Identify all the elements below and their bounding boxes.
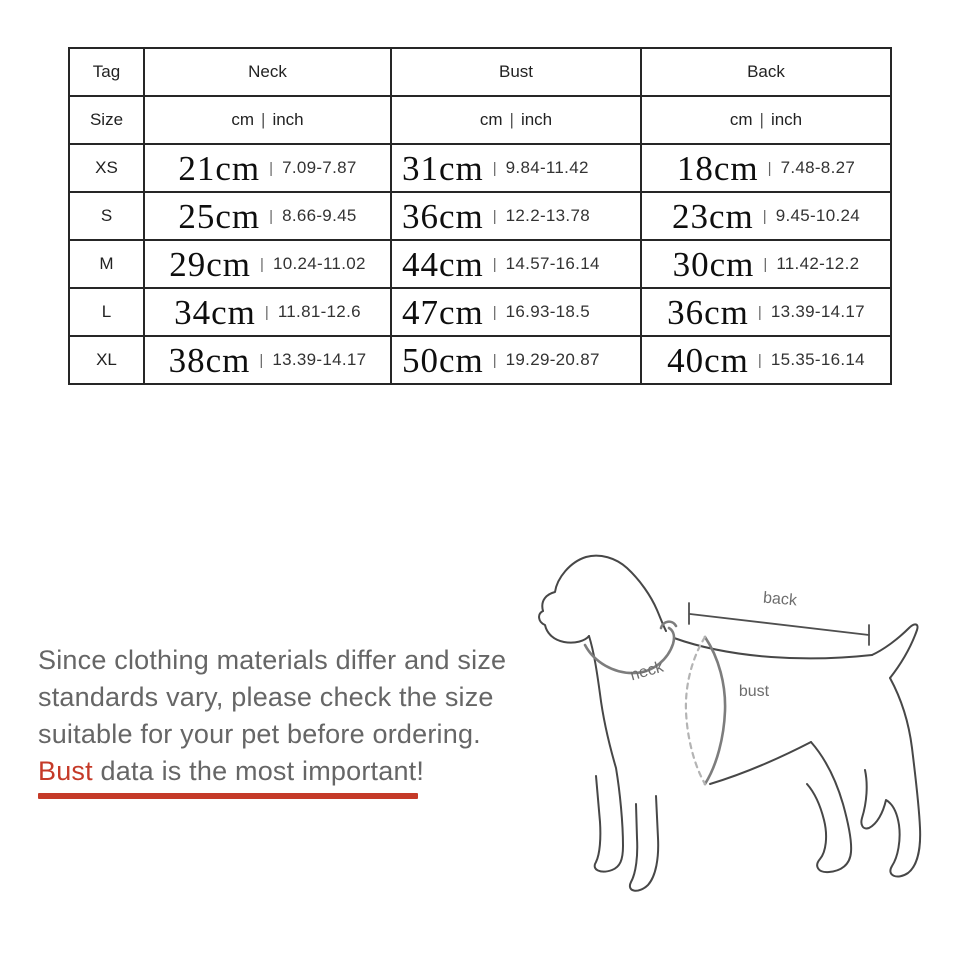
size-cell: XL [69, 336, 144, 384]
back-inch-range: 13.39-14.17 [770, 302, 865, 321]
bust-cm-value: 36cm [402, 196, 484, 236]
size-cell: S [69, 192, 144, 240]
corner-size-cell [69, 96, 144, 144]
dog-line-art [528, 538, 960, 960]
back-dimension-line [690, 614, 869, 635]
dog-belly-line [710, 742, 811, 784]
neck-value-cell: 38cm | 13.39-14.17 [144, 336, 391, 384]
tag-label: Tag [92, 62, 121, 81]
bust-cm-value: 31cm [402, 148, 484, 188]
bust-cm-value: 47cm [402, 292, 484, 332]
table-row-xl [69, 336, 891, 384]
bust-unit-cell: cm | inch [391, 96, 641, 144]
neck-value-cell: 34cm | 11.81-12.6 [144, 288, 391, 336]
neck-cm-value: 29cm [169, 244, 252, 284]
neck-label: neck [628, 658, 666, 685]
size-cell: XS [69, 144, 144, 192]
bust-value-cell: 36cm | 12.2-13.78 [391, 192, 641, 240]
note-underline [38, 793, 418, 799]
bust-label: bust [738, 683, 770, 700]
sizing-note [38, 642, 518, 790]
dog-far-hind-leg [861, 678, 920, 877]
note-line-2: standards vary, please check the size [38, 682, 494, 712]
bust-value-cell: 44cm | 14.57-16.14 [391, 240, 641, 288]
note-line-4: Bust data is the most important! [38, 756, 425, 786]
bust-value-cell: 47cm | 16.93-18.5 [391, 288, 641, 336]
size-chart-table [68, 47, 892, 385]
neck-cm-value: 21cm [178, 148, 261, 188]
back-unit-cell: cm | inch [641, 96, 891, 144]
back-value-cell: 18cm | 7.48-8.27 [641, 144, 891, 192]
bust-cm-value: 50cm [402, 340, 484, 380]
neck-value-cell: 25cm | 8.66-9.45 [144, 192, 391, 240]
back-inch-range: 9.45-10.24 [775, 206, 860, 225]
table-row-m [69, 240, 891, 288]
note-highlight: Bust [38, 756, 93, 786]
table-header-row [69, 48, 891, 96]
dog-measurement-diagram [528, 538, 960, 960]
back-cm-value: 40cm [667, 340, 749, 380]
corner-tag-cell [69, 48, 144, 96]
neck-unit-cell: cm | inch [144, 96, 391, 144]
neck-cm-value: 38cm [168, 340, 251, 380]
size-cell: L [69, 288, 144, 336]
neck-cm-value: 25cm [178, 196, 261, 236]
neck-column-header: Neck [144, 48, 391, 96]
bust-band-solid [705, 637, 725, 784]
neck-value-cell: 21cm | 7.09-7.87 [144, 144, 391, 192]
back-value-cell: 36cm | 13.39-14.17 [641, 288, 891, 336]
back-inch-range: 11.42-12.2 [776, 254, 860, 273]
table-row-s [69, 192, 891, 240]
back-value-cell: 30cm | 11.42-12.2 [641, 240, 891, 288]
back-value-cell: 23cm | 9.45-10.24 [641, 192, 891, 240]
size-cell: M [69, 240, 144, 288]
dog-head-outline [542, 556, 666, 631]
table-row-xs [69, 144, 891, 192]
neck-inch-range: 8.66-9.45 [282, 206, 357, 225]
back-cm-value: 36cm [667, 292, 749, 332]
neck-inch-range: 10.24-11.02 [272, 254, 366, 273]
bust-inch-range: 9.84-11.42 [505, 158, 589, 177]
back-inch-range: 7.48-8.27 [780, 158, 856, 177]
table-unit-row [69, 96, 891, 144]
dog-hind-leg [807, 742, 851, 872]
bust-inch-range: 16.93-18.5 [505, 302, 590, 321]
back-inch-range: 15.35-16.14 [770, 350, 865, 369]
table-row-l [69, 288, 891, 336]
back-column-header: Back [641, 48, 891, 96]
back-cm-value: 18cm [676, 148, 759, 188]
neck-inch-range: 7.09-7.87 [282, 158, 357, 177]
bust-column-header: Bust [391, 48, 641, 96]
bust-value-cell: 50cm | 19.29-20.87 [391, 336, 641, 384]
bust-value-cell: 31cm | 9.84-11.42 [391, 144, 641, 192]
bust-inch-range: 19.29-20.87 [505, 350, 600, 369]
neck-value-cell: 29cm | 10.24-11.02 [144, 240, 391, 288]
back-value-cell: 40cm | 15.35-16.14 [641, 336, 891, 384]
bust-inch-range: 14.57-16.14 [505, 254, 600, 273]
back-label: back [762, 589, 798, 610]
neck-cm-value: 34cm [174, 292, 256, 332]
bust-cm-value: 44cm [402, 244, 484, 284]
size-label: Size [89, 110, 124, 129]
back-cm-value: 30cm [672, 244, 755, 284]
note-line-1: Since clothing materials differ and size [38, 645, 507, 675]
neck-inch-range: 13.39-14.17 [272, 350, 367, 369]
bust-inch-range: 12.2-13.78 [505, 206, 590, 225]
neck-inch-range: 11.81-12.6 [277, 302, 361, 321]
dog-tail [872, 624, 918, 678]
bust-band-dashed [686, 637, 705, 784]
dog-far-front-leg [630, 796, 658, 891]
note-line-3: suitable for your pet before ordering. [38, 719, 481, 749]
back-cm-value: 23cm [672, 196, 754, 236]
dog-muzzle-outline [539, 611, 589, 643]
